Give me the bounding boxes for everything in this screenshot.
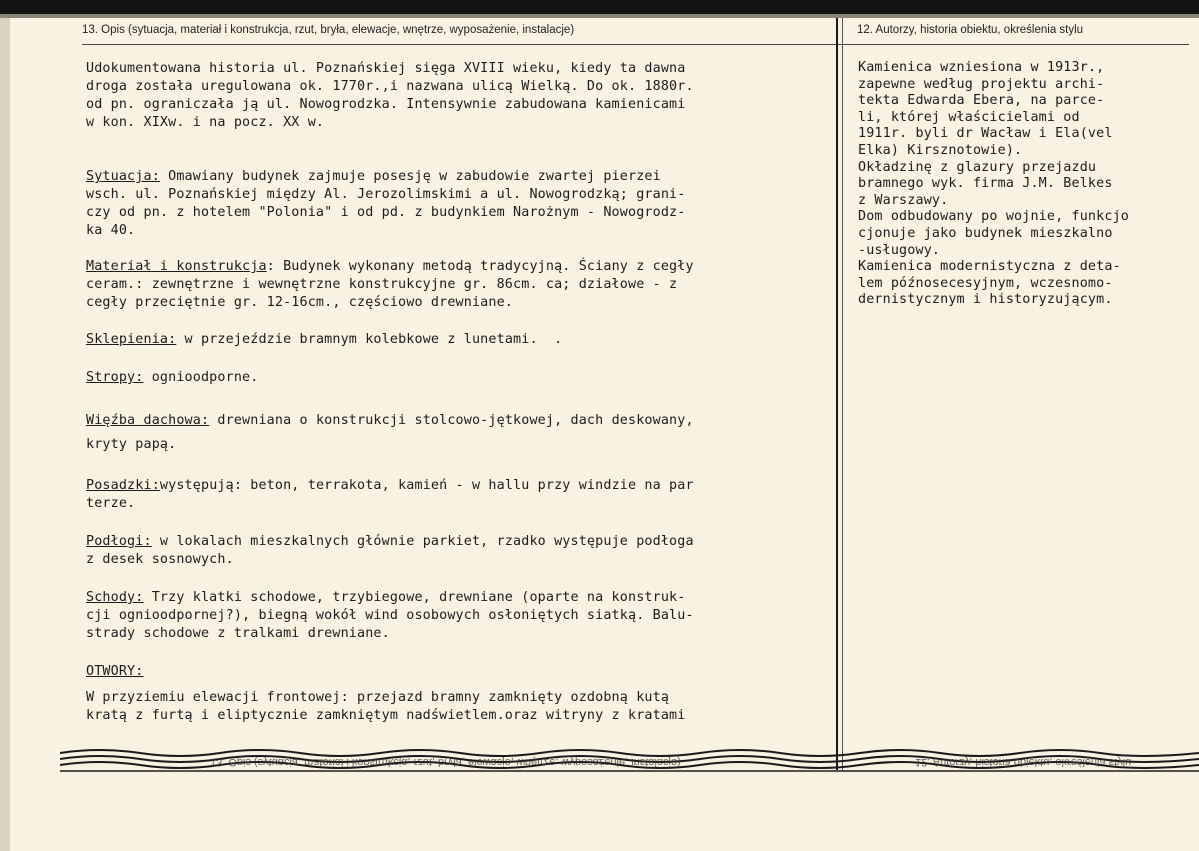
section-label: OTWORY: bbox=[86, 664, 144, 679]
section-floors-stone bbox=[86, 477, 838, 513]
intro-paragraph: Udokumentowana historia ul. Poznańskiej sięga XVIII wieku, kiedy ta dawna droga została uregulowana ok. 1770r.,i nazwana ulicą Wielką. Do ok. 1880r. od pn. ograniczała ją ul. Nowogrodzka. Intensywnie zabudowana kamienicami w kon. XIXw. i na pocz. XX w. bbox=[86, 61, 694, 130]
section-text: występują: beton, terrakota, kamień - w hallu przy windzie na par terze. bbox=[86, 478, 694, 511]
header-rule bbox=[82, 44, 1189, 45]
section-text: w przejeździe bramnym kolebkowe z lunetami. . bbox=[176, 332, 563, 347]
section-text: w lokalach mieszkalnych głównie parkiet, rzadko występuje podłoga z desek sosnowych. bbox=[86, 534, 694, 567]
section-label: Schody: bbox=[86, 590, 144, 605]
column-divider-secondary bbox=[842, 18, 843, 770]
description-column bbox=[86, 60, 838, 725]
style-paragraph: Kamienica modernistyczna z deta- lem późnosecesyjnym, wczesnomo- dernistycznym i historyzującym. bbox=[858, 259, 1121, 308]
section-text: Omawiany budynek zajmuje posesję w zabudowie zwartej pierzei wsch. ul. Poznańskiej między Al. Jerozolimskimi a ul. Nowogrodzką; grani- czy od pn. z hotelem "Polonia" i od pd. z budynkiem Narożnym - Nowogrodz- ka 40. bbox=[86, 169, 686, 238]
section-ceilings bbox=[86, 369, 838, 387]
section-label: Podłogi: bbox=[86, 534, 152, 549]
rebuild-paragraph: Dom odbudowany po wojnie, funkcjo cjonuje jako budynek mieszkalno -usługowy. bbox=[858, 209, 1129, 258]
scanner-top-edge bbox=[0, 0, 1199, 14]
section-label: Sytuacja: bbox=[86, 169, 160, 184]
section-label: Posadzki: bbox=[86, 478, 160, 493]
header-authors: 12. Autorzy, historia obiektu, określenia stylu bbox=[857, 24, 1084, 36]
closing-paragraph: W przyziemiu elewacji frontowej: przejazd bramny zamknięty ozdobną kutą kratą z furtą i eliptycznie zamkniętym nadświetlem.oraz witryny z kratami bbox=[86, 690, 686, 723]
section-floors-wood bbox=[86, 533, 838, 569]
header-description: 13. Opis (sytuacja, materiał i konstrukcja, rzut, bryła, elewacje, wnętrze, wyposażenie, instalacje) bbox=[82, 24, 575, 36]
section-label: Więźba dachowa: bbox=[86, 413, 210, 428]
section-roof bbox=[86, 409, 838, 457]
section-label: Materiał i konstrukcja bbox=[86, 259, 267, 274]
mirrored-header-left: 13. Opis (sytuacja, materiał i konstrukcja, rzut, bryła, elewacje, wnętrze, wyposażenie, instalacje) bbox=[210, 756, 681, 768]
section-label: Sklepienia: bbox=[86, 332, 177, 347]
section-text: Trzy klatki schodowe, trzybiegowe, drewniane (oparte na konstruk- cji ognioodpornej?), biegną wokół wind osobowych osłoniętych siatką. Balu- strady schodowe z tralkami drewniane. bbox=[86, 590, 694, 641]
section-text: : Budynek wykonany metodą tradycyjną. Ściany z cegły ceram.: zewnętrzne i wewnętrzne konstrukcyjne gr. 86cm. ca; działowe - z cegły przeciętnie gr. 12-16cm., częściowo drewniane. bbox=[86, 259, 694, 310]
tiles-paragraph: Okładzinę z glazury przejazdu bramnego wyk. firma J.M. Belkes z Warszawy. bbox=[858, 159, 1113, 208]
section-situation bbox=[86, 168, 838, 240]
page-left-edge bbox=[0, 18, 10, 851]
section-material bbox=[86, 258, 838, 312]
history-paragraph: Kamienica wzniesiona w 1913r., zapewne według projektu archi- tekta Edwarda Ebera, na parce- li, której właścicielami od 1911r. byli dr Wacław i Ela(vel Elka) Kirsznotowie). bbox=[858, 60, 1113, 158]
section-text: ognioodporne. bbox=[143, 370, 259, 385]
section-stairs bbox=[86, 589, 838, 643]
section-text: drewniana o konstrukcji stolcowo-jętkowej, dach deskowany, kryty papą. bbox=[86, 413, 694, 452]
mirrored-header-right: 12. Autorzy, historia obiektu, określenia stylu bbox=[915, 756, 1132, 768]
authors-column bbox=[858, 60, 1193, 309]
section-vaults bbox=[86, 331, 838, 349]
section-label: Stropy: bbox=[86, 370, 144, 385]
section-openings bbox=[86, 663, 838, 681]
